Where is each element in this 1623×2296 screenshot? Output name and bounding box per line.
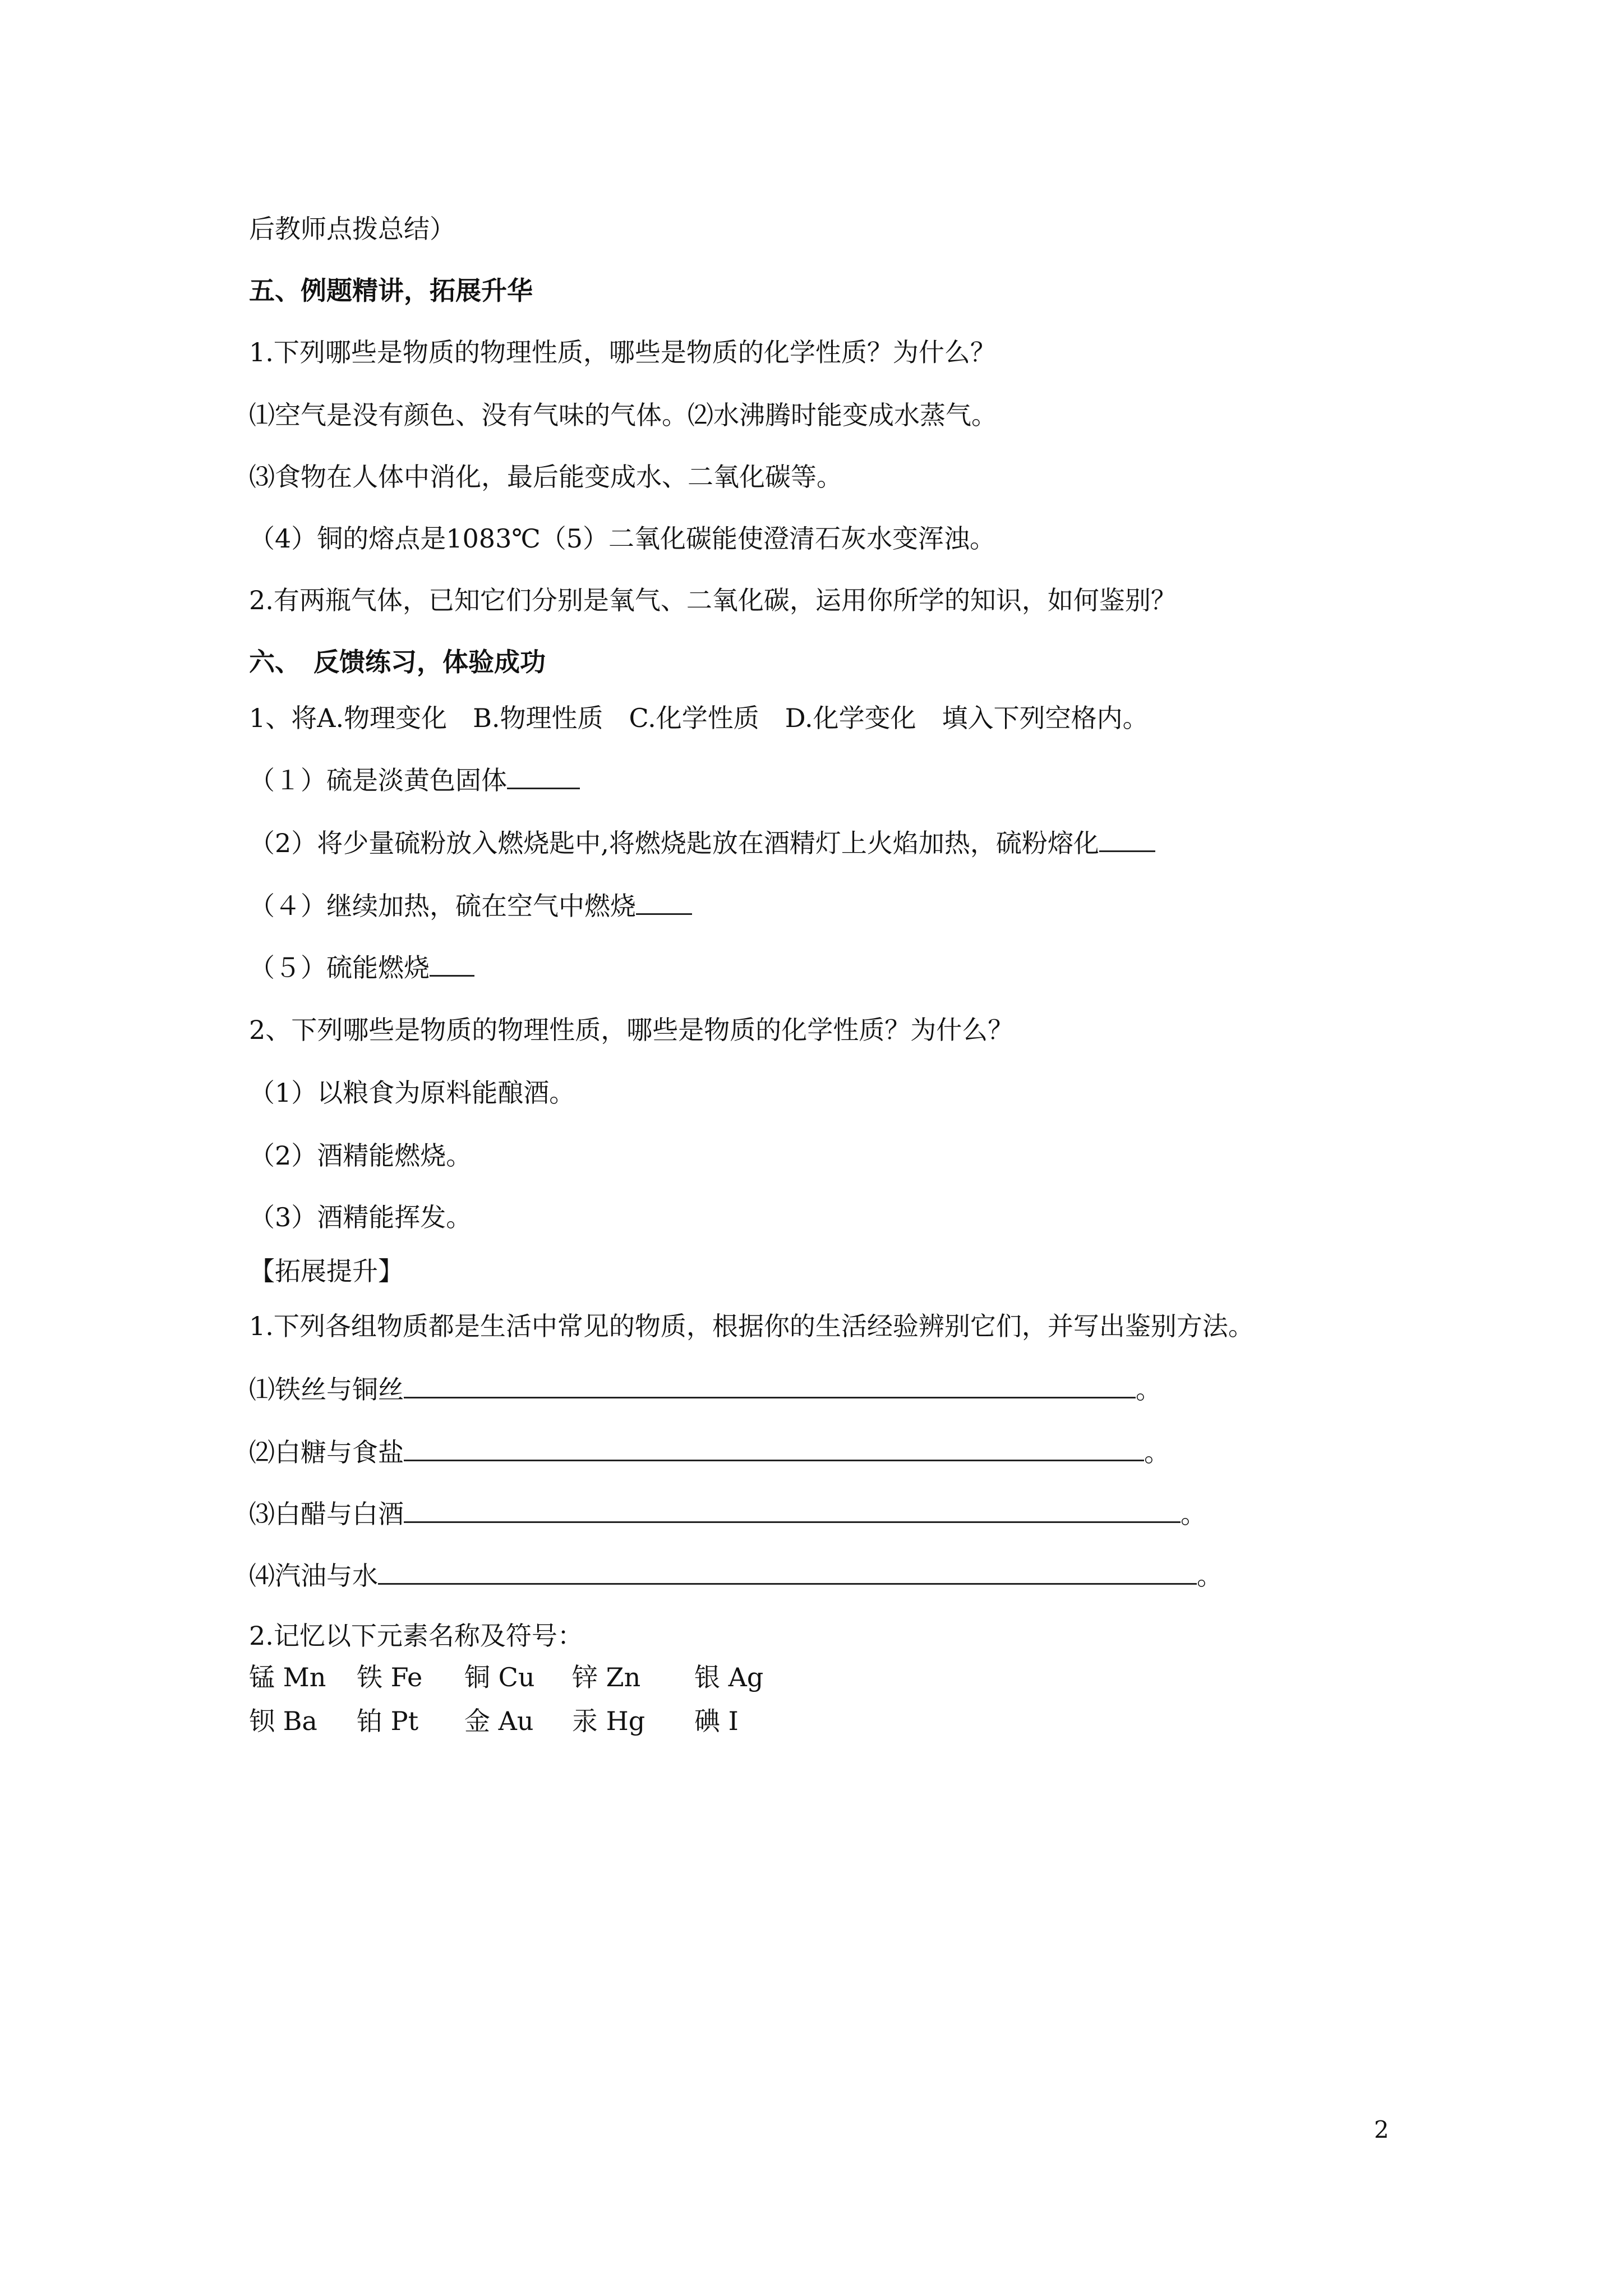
- exercise-1-item-2: [249, 826, 1155, 860]
- section-heading-6: 六、 反馈练习，体验成功: [249, 647, 546, 677]
- extension-item-4-text: ⑷汽油与水: [249, 1561, 378, 1591]
- period: 。: [1144, 1437, 1170, 1467]
- element-entry: 铜 Cu: [464, 1662, 535, 1692]
- continued-text: 后教师点拨总结）: [249, 214, 455, 244]
- question-1-items-c: （4）铜的熔点是1083℃（5）二氧化碳能使澄清石灰水变浑浊。: [249, 523, 996, 554]
- page-number: 2: [1374, 2116, 1389, 2143]
- section-heading-5: 五、例题精讲，拓展升华: [249, 275, 533, 306]
- exercise-2-item-1: （1）以粮食为原料能酿酒。: [249, 1078, 575, 1108]
- exercise-2-item-3: （3）酒精能挥发。: [249, 1202, 472, 1232]
- exercise-2: 2、下列哪些是物质的物理性质，哪些是物质的化学性质？为什么？: [249, 1015, 1014, 1045]
- element-list: [249, 1660, 802, 1748]
- extension-item-3-text: ⑶白醋与白酒: [249, 1499, 404, 1529]
- exercise-1-item-5: [249, 950, 474, 984]
- element-row-1: [249, 1660, 802, 1704]
- element-entry: 汞 Hg: [572, 1706, 645, 1736]
- answer-blank[interactable]: [636, 889, 692, 915]
- answer-line[interactable]: [404, 1372, 1136, 1398]
- extension-question-2: 2.记忆以下元素名称及符号：: [249, 1621, 583, 1651]
- exercise-1-item-4: [249, 889, 692, 923]
- extension-question-1: 1.下列各组物质都是生活中常见的物质，根据你的生活经验辨别它们，并写出鉴别方法。: [249, 1311, 1254, 1341]
- element-entry: 锰 Mn: [249, 1662, 326, 1692]
- extension-item-3: [249, 1497, 1206, 1531]
- element-entry: 碘 I: [694, 1706, 739, 1736]
- extension-item-4: [249, 1558, 1223, 1593]
- question-2: 2.有两瓶气体，已知它们分别是氧气、二氧化碳，运用你所学的知识，如何鉴别？: [249, 585, 1177, 615]
- period: 。: [1136, 1374, 1161, 1405]
- exercise-1-item-5-text: （５）硫能燃烧: [249, 953, 430, 983]
- element-entry: 银 Ag: [694, 1662, 764, 1692]
- extension-item-1-text: ⑴铁丝与铜丝: [249, 1374, 404, 1405]
- answer-blank[interactable]: [507, 763, 580, 789]
- exercise-1-item-1: [249, 763, 580, 797]
- element-entry: 铂 Pt: [357, 1706, 419, 1736]
- element-entry: 钡 Ba: [249, 1706, 317, 1736]
- exercise-1-item-1-text: （１）硫是淡黄色固体: [249, 765, 507, 795]
- question-1: 1.下列哪些是物质的物理性质，哪些是物质的化学性质？为什么？: [249, 337, 996, 367]
- period: 。: [1197, 1561, 1223, 1591]
- exercise-2-item-2: （2）酒精能燃烧。: [249, 1140, 472, 1171]
- exercise-1-item-2-text: （2）将少量硫粉放入燃烧匙中,将燃烧匙放在酒精灯上火焰加热，硫粉熔化: [249, 828, 1099, 858]
- answer-line[interactable]: [378, 1558, 1197, 1585]
- answer-blank[interactable]: [430, 950, 474, 977]
- period: 。: [1181, 1499, 1206, 1529]
- element-row-2: [249, 1704, 802, 1748]
- question-1-items-b: ⑶食物在人体中消化，最后能变成水、二氧化碳等。: [249, 462, 842, 492]
- element-entry: 铁 Fe: [357, 1662, 423, 1692]
- answer-line[interactable]: [404, 1435, 1144, 1461]
- question-1-items-a: ⑴空气是没有颜色、没有气味的气体。⑵水沸腾时能变成水蒸气。: [249, 400, 997, 430]
- exercise-1: 1、将A.物理变化 B.物理性质 C.化学性质 D.化学变化 填入下列空格内。: [249, 703, 1149, 733]
- extension-heading: 【拓展提升】: [249, 1256, 404, 1286]
- extension-item-2: [249, 1435, 1170, 1469]
- extension-item-2-text: ⑵白糖与食盐: [249, 1437, 404, 1467]
- exercise-1-item-4-text: （４）继续加热，硫在空气中燃烧: [249, 891, 636, 921]
- extension-item-1: [249, 1372, 1161, 1406]
- answer-line[interactable]: [404, 1497, 1181, 1523]
- element-entry: 锌 Zn: [572, 1662, 641, 1692]
- element-entry: 金 Au: [464, 1706, 534, 1736]
- answer-blank[interactable]: [1099, 826, 1155, 852]
